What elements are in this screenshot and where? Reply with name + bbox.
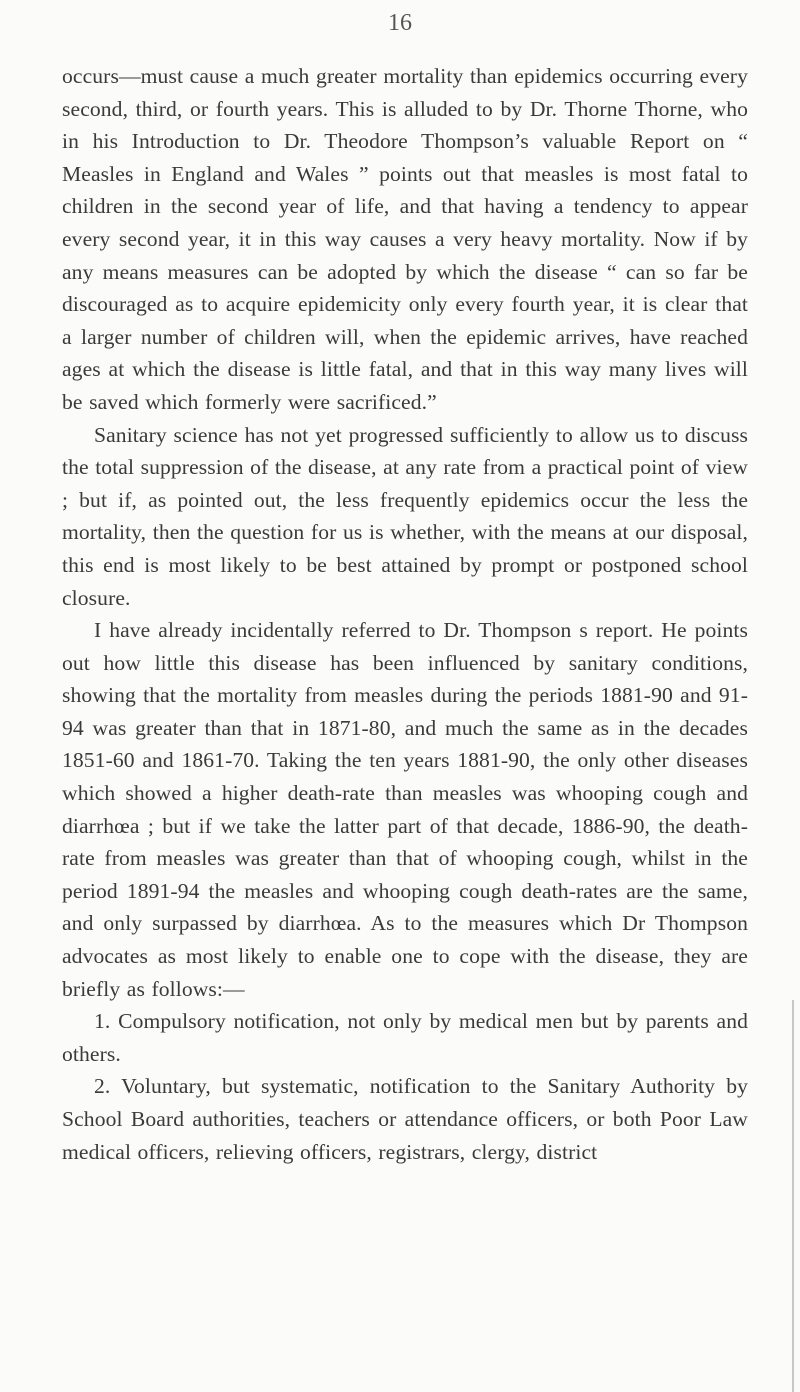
paragraph-measles-epidemicity: occurs—must cause a much greater mortality than epidemics occurring every second, third, or fourth years. This is alluded to by Dr. Thorne Thorne, who in his Introduction to Dr. Theodore Thompson’s valuable Report on “ Measles in England and Wales ” points out that measles is most fatal to children in the second year of life, and that having a tendency to appear every second year, it in this way causes a very heavy mortality. Now if by any means measures can be adopted by which the disease “ can so far be discouraged as to acquire epidemicity only every fourth year, it is clear that a larger number of children will, when the epidemic arrives, have reached ages at which the disease is little fatal, and that in this way many lives will be saved which formerly were sacrificed.” — [62, 64, 748, 414]
list-item-voluntary-notification: 2. Voluntary, but systematic, notification to the Sanitary Authority by School Board authorities, teachers or attendance officers, or both Poor Law medical officers, relieving officers, registrars, clergy, district — [62, 1074, 748, 1164]
list-item-compulsory-notification: 1. Compulsory notification, not only by medical men but by parents and others. — [62, 1009, 748, 1066]
paragraph-thompson-report: I have already incidentally referred to Dr. Thompson s report. He points out how little this disease has been influenced by sanitary conditions, showing that the mortality from measles during the periods 1881-90 and 91-94 was greater than that in 1871-80, and much the same as in the decades 1851-60 and 1861-70. Taking the ten years 1881-90, the only other diseases which showed a higher death-rate than measles was whooping cough and diarrhœa ; but if we take the latter part of that decade, 1886-90, the death-rate from measles was greater than that of whooping cough, whilst in the period 1891-94 the measles and whooping cough death-rates are the same, and only surpassed by diarrhœa. As to the measures which Dr Thompson advocates as most likely to enable one to cope with the disease, they are briefly as follows:— — [62, 618, 748, 1001]
paragraph-sanitary-science: Sanitary science has not yet progressed sufficiently to allow us to discuss the total suppression of the disease, at any rate from a practical point of view ; but if, as pointed out, the less frequently epidemics occur the less the mortality, then the question for us is whether, with the means at our disposal, this end is most likely to be best attained by prompt or postponed school closure. — [62, 422, 748, 610]
body-text — [62, 60, 748, 1168]
page-number: 16 — [388, 10, 412, 36]
scan-edge-shadow — [792, 1000, 794, 1392]
